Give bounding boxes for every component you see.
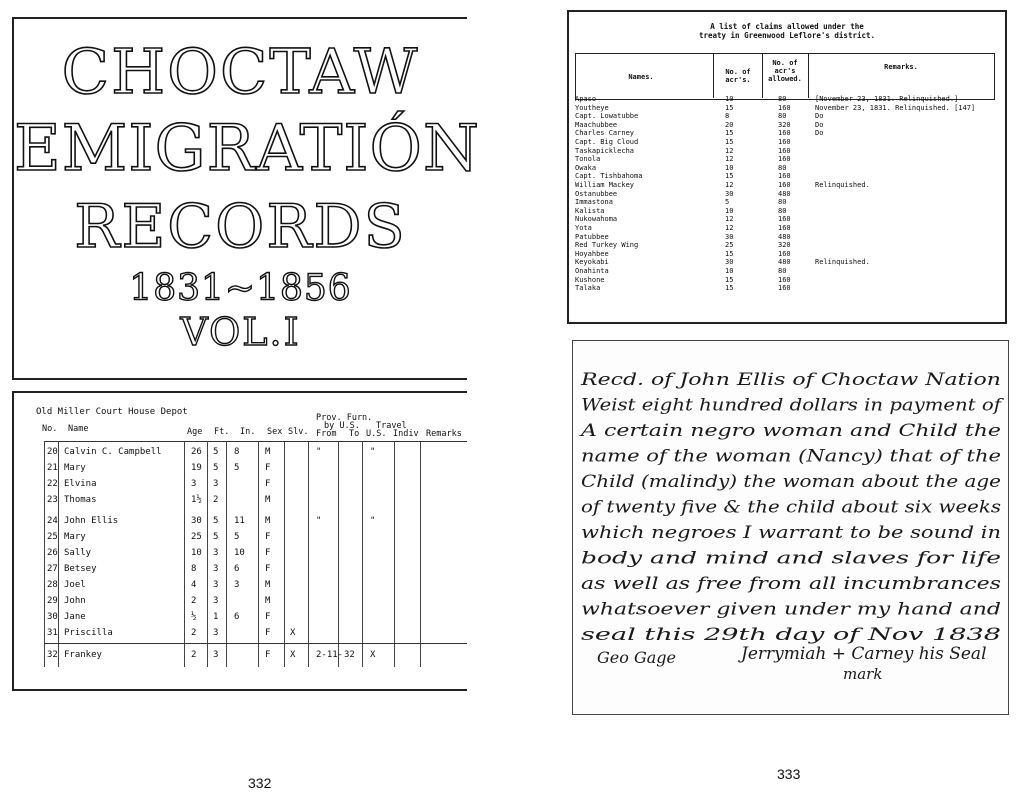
claim-acres: 15 [725, 275, 734, 284]
row-name: Elvina [64, 479, 97, 489]
claim-acres: 30 [725, 189, 734, 198]
claim-allowed: 320 [778, 241, 791, 250]
row-number: 28 [47, 580, 58, 590]
claim-acres: 25 [725, 241, 734, 250]
row-in: 6 [234, 612, 240, 622]
claim-name: Charles Carney [575, 129, 635, 138]
muster-row [44, 562, 469, 578]
claim-acres: 12 [725, 146, 734, 155]
row-from: " [316, 516, 322, 526]
row-number: 21 [47, 463, 58, 473]
claim-allowed: 80 [778, 163, 787, 172]
muster-row [44, 530, 469, 546]
row-age: 3 [191, 479, 197, 489]
row-name: Mary [64, 532, 86, 542]
claim-row [575, 276, 995, 285]
claim-remarks: Relinquished. [815, 258, 870, 267]
claim-allowed: 160 [778, 215, 791, 224]
letter-line: body and mind and slaves for life [581, 548, 1001, 569]
row-age: 1½ [191, 495, 202, 505]
row-ft: 1 [213, 612, 219, 622]
row-ft: 2 [213, 495, 219, 505]
header-ft: Ft. [214, 427, 230, 437]
claim-row [575, 121, 995, 130]
row-number: 29 [47, 596, 58, 606]
claim-acres: 5 [725, 198, 730, 207]
row-to: 32 [344, 650, 355, 660]
row-name: Sally [64, 548, 92, 558]
claim-row [575, 267, 995, 276]
row-age: 2 [191, 650, 197, 660]
row-sex: M [265, 580, 271, 590]
header-names: Names. [628, 73, 654, 81]
claim-row [575, 129, 995, 138]
claim-row [575, 172, 995, 181]
claim-acres: 15 [725, 138, 734, 146]
row-sex: M [265, 516, 271, 526]
row-us: X [370, 650, 376, 660]
row-ft: 3 [213, 479, 219, 489]
header-slv: Slv. [288, 427, 309, 437]
row-sex: F [265, 612, 271, 622]
claim-allowed: 160 [778, 129, 791, 138]
claim-allowed: 80 [778, 267, 787, 275]
letter-line: whatsoever given under my hand and [581, 599, 1002, 620]
claim-name: Tonola [575, 155, 601, 164]
title-line-3: RECORDS [74, 192, 407, 262]
claim-row [575, 104, 995, 113]
row-in: 11 [234, 516, 245, 526]
page-number-left: 332 [248, 775, 272, 791]
claim-acres: 12 [725, 155, 734, 164]
claim-row [575, 241, 995, 250]
muster-row [44, 648, 469, 664]
row-in: 8 [234, 447, 240, 457]
letter-line: Recd. of John Ellis of Choctaw Nation [579, 370, 1001, 390]
claim-row [575, 138, 995, 147]
claim-acres: 12 [725, 224, 734, 232]
row-ft: 5 [213, 532, 219, 542]
row-name: Jane [64, 612, 86, 622]
header-rule [44, 441, 467, 442]
header-acres: No. of acr's. [725, 68, 751, 84]
claim-acres: 10 [725, 95, 734, 103]
row-ft: 3 [213, 580, 219, 590]
claim-row [575, 95, 995, 104]
claim-allowed: 480 [778, 232, 791, 241]
claim-remarks: Relinquished. [815, 181, 870, 189]
claim-allowed: 160 [778, 224, 791, 232]
row-from: " [316, 447, 322, 457]
row-age: 26 [191, 447, 202, 457]
letter-line: Child (malindy) the woman about the age [581, 472, 1001, 492]
claim-acres: 15 [725, 129, 734, 138]
row-age: 2 [191, 596, 197, 606]
claim-name: Capt. Tishbahoma [575, 172, 643, 181]
header-sex: Sex [267, 427, 283, 437]
row-slv: X [290, 628, 296, 638]
row-name: Calvin C. Campbell [64, 447, 162, 457]
claim-allowed: 80 [778, 112, 787, 121]
claim-remarks: [November 23, 1831. Relinquished.] [815, 95, 959, 103]
header-travel: Travel [376, 421, 407, 431]
claim-name: Apaso [575, 95, 597, 103]
claim-name: Capt. Big Cloud [575, 138, 639, 146]
claim-name: Red Turkey Wing [575, 241, 639, 250]
header-by-us: by U.S. [324, 421, 360, 431]
header-remarks: Remarks [426, 429, 462, 439]
signature-witness: Geo Gage [597, 648, 676, 667]
letter-line: which negroes I warrant to be sound in [581, 523, 1001, 543]
row-number: 25 [47, 532, 58, 542]
signature-main: Jerrymiah + Carney his Seal [741, 644, 987, 664]
muster-row [44, 445, 469, 461]
row-number: 20 [47, 447, 58, 457]
claim-allowed: 160 [778, 138, 791, 146]
title-volume: VOL.I [180, 310, 301, 354]
row-name: Frankey [64, 650, 102, 660]
claim-row [575, 155, 995, 164]
row-us: " [370, 516, 376, 526]
claim-name: Capt. Lowatubbe [575, 112, 639, 121]
row-number: 32 [47, 650, 58, 660]
row-in: 10 [234, 548, 245, 558]
claim-allowed: 80 [778, 198, 787, 207]
claim-row [575, 207, 995, 216]
muster-row [44, 610, 469, 626]
claim-acres: 15 [725, 172, 734, 181]
claim-allowed: 160 [778, 172, 791, 181]
claim-remarks: Do [815, 120, 824, 129]
row-in: 6 [234, 564, 240, 574]
depot-label: Old Miller Court House Depot [36, 407, 188, 417]
row-sex: F [265, 650, 271, 660]
header-name: Name [68, 424, 89, 434]
claim-remarks: Do [815, 129, 824, 138]
header-us: U.S. [366, 429, 387, 439]
header-no: No. [42, 424, 58, 434]
claim-acres: 12 [725, 181, 734, 189]
claim-acres: 30 [725, 232, 734, 241]
claim-allowed: 160 [778, 155, 791, 164]
muster-row [44, 461, 469, 477]
claim-allowed: 160 [778, 181, 791, 189]
claim-name: Yota [575, 224, 592, 232]
row-sex: M [265, 596, 271, 606]
row-name: Joel [64, 580, 86, 590]
row-in: 5 [234, 463, 240, 473]
claim-name: Taskapicklecha [575, 146, 635, 155]
claim-acres: 15 [725, 249, 734, 258]
row-number: 31 [47, 628, 58, 638]
header-indiv: Indiv [393, 429, 419, 439]
claim-acres: 15 [725, 284, 734, 293]
claim-name: Patubbee [575, 232, 609, 241]
row-number: 22 [47, 479, 58, 489]
claim-acres: 10 [725, 267, 734, 275]
claim-name: Kushone [575, 275, 605, 284]
row-name: Betsey [64, 564, 97, 574]
claim-acres: 10 [725, 163, 734, 172]
row-ft: 3 [213, 548, 219, 558]
claim-name: Ostanubbee [575, 189, 618, 198]
claim-name: Talaka [575, 284, 601, 293]
row-sex: F [265, 564, 271, 574]
row-age: 8 [191, 564, 197, 574]
muster-row [44, 514, 469, 530]
claim-row [575, 190, 995, 199]
page-number-right: 333 [777, 766, 801, 782]
header-age: Age [187, 427, 203, 437]
row-sex: F [265, 548, 271, 558]
claim-row [575, 284, 995, 293]
muster-row [44, 626, 469, 642]
letter-line: as well as free from all incumbrances [581, 574, 1002, 594]
claim-name: Hoyahbee [575, 249, 609, 258]
row-sex: M [265, 447, 271, 457]
claim-allowed: 160 [778, 249, 791, 258]
row-from: 2-11- [316, 650, 344, 660]
row-in: 5 [234, 532, 240, 542]
row-name: John [64, 596, 86, 606]
row-age: 2 [191, 628, 197, 638]
row-number: 24 [47, 516, 58, 526]
header-prov-furn: Prov. Furn. [316, 413, 373, 423]
letter-line: of twenty five & the child about six weeks [581, 497, 1002, 518]
letter-line: Weist eight hundred dollars in payment of [581, 395, 1005, 416]
signature-mark: mark [843, 665, 883, 683]
row-ft: 3 [213, 596, 219, 606]
muster-roll-panel [12, 391, 467, 691]
claim-row [575, 147, 995, 156]
claim-name: Keyokabi [575, 258, 609, 267]
claim-allowed: 480 [778, 258, 791, 267]
row-ft: 3 [213, 650, 219, 660]
row-sex: F [265, 532, 271, 542]
claim-row [575, 215, 995, 224]
row-age: 4 [191, 580, 197, 590]
row-ft: 5 [213, 516, 219, 526]
claim-acres: 15 [725, 103, 734, 112]
header-to: To [349, 429, 360, 439]
claim-row [575, 164, 995, 173]
row-age: 19 [191, 463, 202, 473]
claim-allowed: 480 [778, 189, 791, 198]
row-number: 26 [47, 548, 58, 558]
row-slv: X [290, 650, 296, 660]
row-age: 10 [191, 548, 202, 558]
row-name: John Ellis [64, 516, 119, 526]
claim-row [575, 233, 995, 242]
muster-row [44, 477, 469, 493]
claim-acres: 30 [725, 258, 734, 267]
claim-allowed: 160 [778, 275, 791, 284]
claim-name: Maachubbee [575, 120, 618, 129]
row-number: 30 [47, 612, 58, 622]
header-in: In. [240, 427, 256, 437]
claim-row [575, 112, 995, 121]
muster-row [44, 594, 469, 610]
claims-table-header [575, 53, 995, 100]
letter-line: seal this 29th day of Nov 1838 [581, 625, 1002, 645]
claim-name: Owaka [575, 163, 597, 172]
claim-name: Kalista [575, 206, 605, 215]
row-number: 23 [47, 495, 58, 505]
title-years: 1831~1856 [129, 268, 352, 309]
claim-acres: 8 [725, 112, 730, 121]
row-age: ½ [191, 612, 197, 622]
header-from: From [316, 429, 337, 439]
title-line-1: CHOCTAW [61, 35, 420, 108]
claim-remarks: November 23, 1831. Relinquished. [147] [815, 103, 976, 112]
book-title-panel [12, 17, 480, 380]
claim-allowed: 320 [778, 120, 791, 129]
handwriting-image [573, 341, 1010, 716]
muster-row [44, 546, 469, 562]
row-ft: 3 [213, 628, 219, 638]
muster-row [44, 578, 469, 594]
row-age: 30 [191, 516, 202, 526]
claim-acres: 10 [725, 206, 734, 215]
row-sex: F [265, 463, 271, 473]
row-sex: F [265, 628, 271, 638]
claims-list-panel [567, 10, 1007, 324]
row-sex: F [265, 479, 271, 489]
header-remarks: Remarks. [884, 63, 918, 71]
claim-acres: 12 [725, 215, 734, 224]
header-allowed: No. of acr's allowed. [768, 59, 802, 83]
claim-name: Youtheye [575, 103, 609, 112]
claim-row [575, 250, 995, 259]
row-in: 3 [234, 580, 240, 590]
title-line-2: EMIGRATIÓN [14, 112, 480, 186]
claim-name: Immastona [575, 198, 613, 207]
muster-row [44, 493, 469, 509]
row-ft: 5 [213, 463, 219, 473]
claim-row [575, 258, 995, 267]
claim-row [575, 181, 995, 190]
claim-allowed: 160 [778, 284, 791, 293]
row-name: Mary [64, 463, 86, 473]
row-ft: 5 [213, 447, 219, 457]
letter-line: name of the woman (Nancy) that of the [581, 446, 1001, 467]
row-name: Thomas [64, 495, 97, 505]
claim-row [575, 224, 995, 233]
row-sex: M [265, 495, 271, 505]
claim-name: Nukowahoma [575, 215, 618, 224]
claims-title: A list of claims allowed under the treaty in Greenwood Leflore's district. [698, 22, 876, 40]
claim-allowed: 160 [778, 146, 791, 155]
letter-line: A certain negro woman and Child the [578, 421, 1001, 441]
row-name: Priscilla [64, 628, 113, 638]
handwritten-bill-of-sale [572, 340, 1009, 715]
row-ft: 3 [213, 564, 219, 574]
claim-allowed: 160 [778, 103, 791, 112]
row-age: 25 [191, 532, 202, 542]
claim-allowed: 80 [778, 95, 787, 103]
claim-name: Onahinta [575, 267, 609, 275]
row-number: 27 [47, 564, 58, 574]
row-us: " [370, 447, 376, 457]
claim-allowed: 80 [778, 206, 787, 215]
claim-remarks: Do [815, 112, 824, 121]
claim-row [575, 198, 995, 207]
claim-acres: 20 [725, 120, 734, 129]
claim-name: William Mackey [575, 181, 635, 189]
